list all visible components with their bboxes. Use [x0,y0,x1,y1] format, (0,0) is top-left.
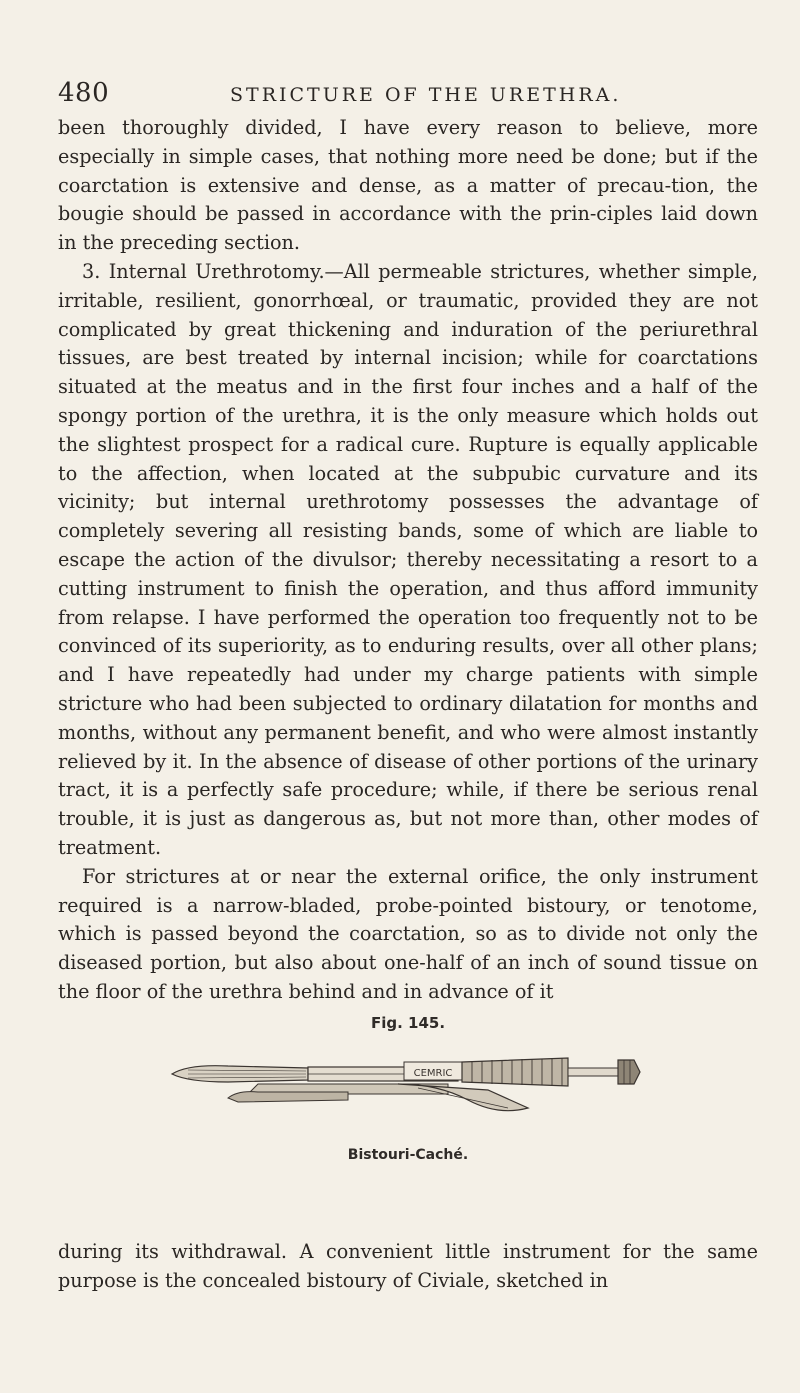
bistoury-illustration [168,1050,648,1130]
paragraph-continued: been thoroughly divided, I have every reason to believe, more especially in simple cases, that nothing more need be done; but if the coarctation is extensive and dense, as a matter of precau-tion, the bougie should be passed in accordance with the prin-ciples laid down in the preceding section. [58,116,758,255]
engraved-mark: CEMRIC [413,1068,453,1079]
paragraph-internal-urethrotomy: 3. Internal Urethrotomy.—All permeable strictures, whether simple, irritable, resilient, gonorrhœal, or traumatic, provided they are not complicated by great thickening and induration of the periurethral tissues, are best treated by internal incision; while for coarctations situated at the meatus and in the first four inches and a half of the spongy portion of the urethra, it is the only measure which holds out the slightest prospect for a radical cure. Rupture is equally applicable to the affection, when located at the subpubic curvature and its vicinity; but internal urethrotomy possesses the advantage of completely severing all resisting bands, some of which are liable to escape the action of the divulsor; thereby necessitating a resort to a cutting instrument to finish the operation, and thus afford immunity from relapse. I have performed the operation too frequently not to be convinced of its superiority, as to enduring results, over all other plans; and I have repeatedly had under my charge patients with simple stricture who had been subjected to ordinary dilatation for months and months, without any permanent benefit, and who were almost instantly relieved by it. In the absence of disease of other portions of the urinary tract, it is a perfectly safe procedure; while, if there be serious renal trouble, it is just as dangerous as, but not more than, other modes of treatment. [58,259,758,859]
figure-caption: Fig. 145. [370,1014,446,1032]
page-number: 480 [58,78,110,108]
body-text-upper [58,114,758,1007]
running-title: STRICTURE OF THE URETHRA. [230,84,622,106]
body-text-lower [58,1238,758,1296]
running-head [58,78,758,114]
figure-label: Bistouri-Caché. [347,1147,469,1163]
paragraph-after-figure: during its withdrawal. A convenient little instrument for the same purpose is the concealed bistoury of Civiale, sketched in [58,1240,758,1292]
paragraph-strictures-orifice: For strictures at or near the external orifice, the only instrument required is a narrow-bladed, probe-pointed bistoury, or tenotome, which is passed beyond the coarctation, so as to divide not only the diseased portion, but also about one-half of an inch of sound tissue on the floor of the urethra behind and in advance of it [58,864,758,1003]
figure-145 [58,1014,758,1194]
